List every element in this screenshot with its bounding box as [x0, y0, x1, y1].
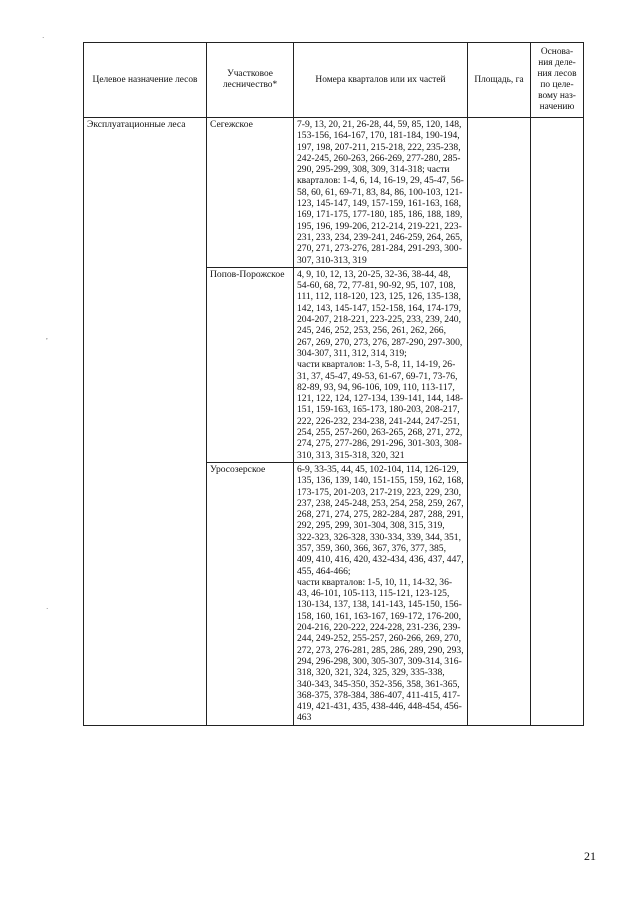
quarters-full-list: 6-9, 33-35, 44, 45, 102-104, 114, 126-129, 135, 136, 139, 140, 151-155, 159, 162, 168, 173-175, 201-203, 217-219, 223, 229, 230, 237, 238, 245-248, 253, 254, 258, 259, 267, 268, 271, 274, 275, 282-284, 287, 288, 291, 292, 295, 299, 301-304, 308, 315, 319, 322-323, 326-328, 330-334, 339, 344, 351, 357, 359, 360, 366, 367, 376, 377, 385, 409, 410, 416, 420, 432-434, 436, 437, 447, 455, 464-466;	[297, 463, 464, 577]
table-header-row	[84, 43, 584, 118]
district-urosozerskoe: Уросозерское	[207, 462, 294, 725]
district-segezhskoe: Сегежское	[207, 118, 294, 268]
quarters-segezhskoe: 7-9, 13, 20, 21, 26-28, 44, 59, 85, 120, 148, 153-156, 164-167, 170, 181-184, 190-194, 197, 198, 207-211, 215-218, 222, 235-238, 242-245, 260-263, 266-269, 277-280, 285-290, 295-299, 308, 309, 314-318; части кварталов: 1-4, 6, 14, 16-19, 29, 45-47, 56-58, 60, 61, 69-71, 83, 84, 86, 100-103, 121-123, 145-147, 149, 157-159, 161-163, 168, 169, 171-175, 177-180, 185, 186, 188, 189, 195, 196, 199-206, 212-214, 219-221, 223-231, 233, 234, 239-241, 246-259, 264, 265, 270, 271, 273-276, 281-284, 291-293, 300-307, 310-313, 319	[294, 118, 468, 268]
margin-mark: ,	[46, 333, 48, 341]
quarters-popov-porozhskoe	[294, 267, 468, 462]
area-cell	[468, 118, 531, 726]
purpose-cell: Эксплуатационные леса	[84, 118, 207, 726]
header-purpose: Целевое назначение лесов	[84, 43, 207, 118]
quarters-full-list: 4, 9, 10, 12, 13, 20-25, 32-36, 38-44, 48, 54-60, 68, 72, 77-81, 90-92, 95, 107, 108, 111, 112, 118-120, 123, 125, 126, 135-138, 142, 143, 145-147, 152-158, 164, 174-179, 204-207, 218-221, 223-225, 233, 239, 240, 245, 246, 252, 253, 256, 261, 262, 266, 267, 269, 270, 273, 276, 287-290, 297-300, 304-307, 311, 312, 314, 319;	[297, 268, 463, 359]
header-district: Участковое лесничество*	[207, 43, 294, 118]
basis-cell	[531, 118, 584, 726]
forest-quarters-table	[83, 42, 584, 726]
margin-mark: ·	[42, 34, 45, 42]
margin-mark: ·	[46, 605, 49, 613]
table-row	[84, 118, 584, 268]
quarters-parts-list: части кварталов: 1-3, 5-8, 11, 14-19, 26-31, 37, 45-47, 49-53, 61-67, 69-71, 73-76, 82-89, 93, 94, 96-106, 109, 110, 113-117, 121, 122, 124, 127-134, 139-141, 144, 148-151, 159-163, 165-173, 180-203, 208-217, 222, 226-232, 234-238, 241-244, 247-251, 254, 255, 257-260, 263-265, 268, 271, 272, 274, 275, 277-286, 291-296, 301-303, 308-310, 313, 315-318, 320, 321	[297, 359, 464, 461]
page-number: 21	[584, 849, 596, 863]
quarters-urosozerskoe	[294, 462, 468, 725]
header-quarters: Номера кварталов или их частей	[294, 43, 468, 118]
header-basis: Основа-ния деле-ния лесов по целе-вому наз-начению	[531, 43, 584, 118]
header-area: Площадь, га	[468, 43, 531, 118]
district-popov-porozhskoe: Попов-Порожское	[207, 267, 294, 462]
quarters-parts-list: части кварталов: 1-5, 10, 11, 14-32, 36-43, 46-101, 105-113, 115-121, 123-125, 130-134, 137, 138, 141-143, 145-150, 156-158, 160, 161, 163-167, 169-172, 176-200, 204-216, 220-222, 224-228, 231-236, 239-244, 249-252, 255-257, 260-266, 269, 270, 272, 273, 276-281, 285, 286, 289, 290, 293, 294, 296-298, 300, 305-307, 309-314, 316-318, 320, 321, 324, 325, 329, 335-338, 340-343, 345-350, 352-356, 358, 361-365, 368-375, 378-384, 386-407, 411-415, 417-419, 421-431, 435, 438-446, 448-454, 456-463	[297, 576, 464, 724]
